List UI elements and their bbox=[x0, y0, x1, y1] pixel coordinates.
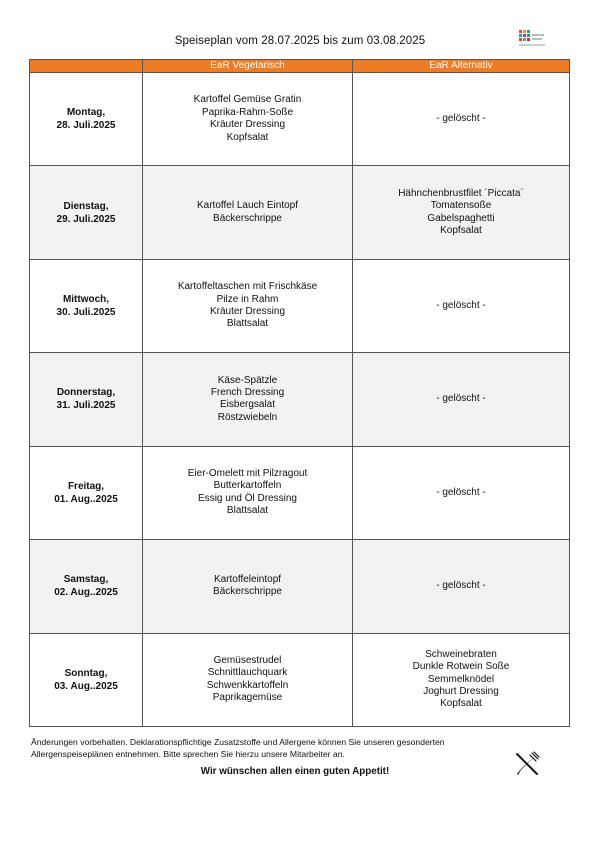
vegetarian-menu-cell bbox=[143, 166, 353, 259]
vegetarian-menu-cell bbox=[143, 446, 353, 539]
date-label: 31. Juli.2025 bbox=[56, 400, 116, 412]
menu-item: - gelöscht - bbox=[436, 486, 486, 498]
vegetarian-menu-cell bbox=[143, 73, 353, 166]
table-row bbox=[30, 73, 570, 166]
menu-item: Dunkle Rotwein Soße bbox=[412, 661, 510, 673]
menu-item: - gelöscht - bbox=[436, 113, 486, 124]
menu-item: Kopfsalat bbox=[440, 698, 482, 710]
table-row bbox=[30, 166, 570, 259]
footnote-line: Allergenspeiseplänen entnehmen. Bitte sprechen Sie hierzu unsere Mitarbeiter an. bbox=[31, 748, 345, 759]
menu-item: Paprika-Rahm-Soße bbox=[201, 106, 294, 118]
date-label: 29. Juli.2025 bbox=[56, 213, 116, 225]
day-cell bbox=[30, 259, 143, 352]
menu-item: Gemüsestrudel bbox=[213, 654, 282, 666]
date-label: 30. Juli.2025 bbox=[56, 307, 116, 319]
day-cell bbox=[30, 73, 143, 166]
day-cell bbox=[30, 540, 143, 633]
day-cell bbox=[30, 446, 143, 539]
menu-item: Schnittlauchquark bbox=[207, 667, 288, 679]
menu-item: Gabelspaghetti bbox=[427, 212, 495, 224]
menu-item: Kräuter Dressing bbox=[209, 119, 286, 131]
menu-item: Kopfsalat bbox=[226, 131, 269, 143]
menu-item: Schweinebraten bbox=[425, 648, 497, 660]
menu-table bbox=[29, 59, 570, 727]
alternative-menu-cell bbox=[353, 73, 570, 166]
menu-item: Hähnchenbrustfilet ´Piccata´ bbox=[398, 187, 524, 199]
page-title: Speiseplan vom 28.07.2025 bis zum 03.08.2025 bbox=[174, 35, 426, 47]
menu-item: Paprikagemüse bbox=[212, 692, 283, 704]
menu-item: - gelöscht - bbox=[436, 299, 486, 311]
day-cell bbox=[30, 166, 143, 259]
date-label: 01. Aug..2025 bbox=[54, 493, 118, 505]
menu-item: Käse-Spätzle bbox=[217, 374, 278, 386]
menu-item: Essig und Öl Dressing bbox=[198, 492, 297, 504]
menu-item: Eier-Omelett mit Pilzragout bbox=[187, 468, 308, 480]
menu-item: Blattsalat bbox=[226, 318, 269, 330]
menu-item: Kartoffel Gemüse Gratin bbox=[193, 94, 302, 106]
footnote bbox=[31, 737, 501, 760]
menu-item: Blattsalat bbox=[226, 505, 269, 517]
vegetarian-menu-cell bbox=[143, 353, 353, 446]
date-label: 02. Aug..2025 bbox=[54, 587, 118, 599]
company-logo bbox=[519, 30, 545, 48]
alternative-menu-cell bbox=[353, 446, 570, 539]
footnote-line: Änderungen vorbehalten. Deklarationspflichtige Zusatzstoffe und Allergene können Sie unseren gesonderten bbox=[31, 737, 445, 747]
menu-item: Eisbergsalat bbox=[219, 399, 276, 411]
day-cell bbox=[30, 633, 143, 726]
weekday-label: Sonntag, bbox=[64, 667, 108, 679]
header-vegetarian: EaR Vegetarisch bbox=[143, 60, 353, 73]
menu-item: Bäckerschrippe bbox=[213, 586, 282, 598]
menu-item: - gelöscht - bbox=[436, 580, 486, 592]
alternative-menu-cell bbox=[353, 633, 570, 726]
table-row bbox=[30, 353, 570, 446]
menu-item: Kartoffeltaschen mit Frischkäse bbox=[177, 281, 318, 293]
menu-item: Butterkartoffeln bbox=[213, 480, 282, 492]
day-cell bbox=[30, 353, 143, 446]
table-row bbox=[30, 259, 570, 352]
weekday-label: Donnerstag, bbox=[56, 387, 116, 399]
menu-item: Kräuter Dressing bbox=[209, 306, 286, 318]
menu-item: - gelöscht - bbox=[436, 393, 486, 405]
menu-item: Kopfsalat bbox=[440, 225, 482, 237]
menu-item: Kartoffel Lauch Eintopf bbox=[197, 200, 298, 212]
weekday-label: Mittwoch, bbox=[62, 294, 110, 306]
menu-item: Röstzwiebeln bbox=[217, 411, 278, 423]
alternative-menu-cell bbox=[353, 259, 570, 352]
vegetarian-menu-cell bbox=[143, 633, 353, 726]
alternative-menu-cell bbox=[353, 166, 570, 259]
header-alternative: EaR Alternativ bbox=[353, 60, 570, 73]
weekday-label: Freitag, bbox=[67, 480, 105, 492]
fork-and-knife-icon bbox=[513, 750, 541, 778]
vegetarian-menu-cell bbox=[143, 259, 353, 352]
alternative-menu-cell bbox=[353, 353, 570, 446]
table-row bbox=[30, 446, 570, 539]
menu-item: Kartoffeleintopf bbox=[213, 573, 282, 585]
closing-message: Wir wünschen allen einen guten Appetit! bbox=[200, 766, 390, 777]
weekday-label: Samstag, bbox=[63, 574, 109, 586]
menu-item: Tomatensoße bbox=[430, 200, 492, 212]
menu-item: Pilze in Rahm bbox=[216, 293, 279, 305]
table-row bbox=[30, 633, 570, 726]
header-day bbox=[30, 60, 143, 73]
table-header-row bbox=[30, 60, 570, 73]
table-row bbox=[30, 540, 570, 633]
menu-item: Semmelknödel bbox=[427, 673, 495, 685]
menu-item: Bäckerschrippe bbox=[213, 212, 282, 224]
menu-item: Joghurt Dressing bbox=[423, 685, 499, 697]
date-label: 03. Aug..2025 bbox=[54, 680, 118, 692]
date-label: 28. Juli.2025 bbox=[56, 120, 116, 132]
weekday-label: Montag, bbox=[66, 107, 106, 119]
vegetarian-menu-cell bbox=[143, 540, 353, 633]
menu-item: French Dressing bbox=[210, 387, 285, 399]
weekday-label: Dienstag, bbox=[63, 200, 109, 212]
menu-item: Schwenkkartoffeln bbox=[206, 679, 289, 691]
alternative-menu-cell bbox=[353, 540, 570, 633]
